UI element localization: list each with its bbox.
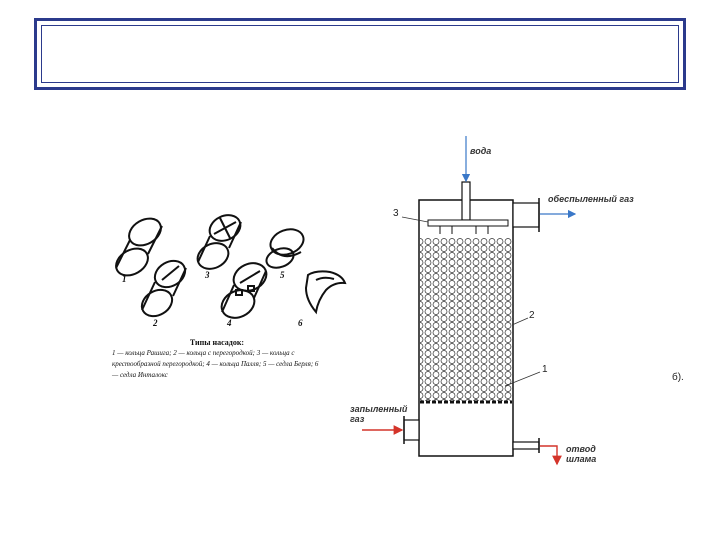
- packing-number: 5: [280, 270, 285, 280]
- callout-1: 1: [542, 364, 548, 375]
- dusty-gas-label: запыленный газ: [350, 404, 408, 424]
- sludge-label: отвод шлама: [566, 444, 597, 464]
- caption-text: 1 — кольца Рашига; 2 — кольца с перегородкой; 3 — кольца с крестообразной перегородкой; 4 — кольца Палля; 5 — седла Берля; 6 — седла Инталокс: [112, 349, 319, 379]
- caption-title: Типы насадок:: [189, 338, 245, 347]
- column-body: [404, 182, 539, 456]
- water-label: вода: [470, 146, 492, 156]
- packing-number: 4: [227, 318, 232, 328]
- figure-letter: б).: [672, 372, 684, 383]
- clean-gas-label: обеспыленный газ: [548, 194, 634, 204]
- packing-number: 2: [153, 318, 158, 328]
- callout-3: 3: [393, 208, 399, 219]
- packing-number: 6: [298, 318, 303, 328]
- sludge-arrow: [540, 446, 557, 464]
- packing-number: 1: [122, 274, 127, 284]
- callout-2: 2: [529, 310, 535, 321]
- packing-number: 3: [205, 270, 210, 280]
